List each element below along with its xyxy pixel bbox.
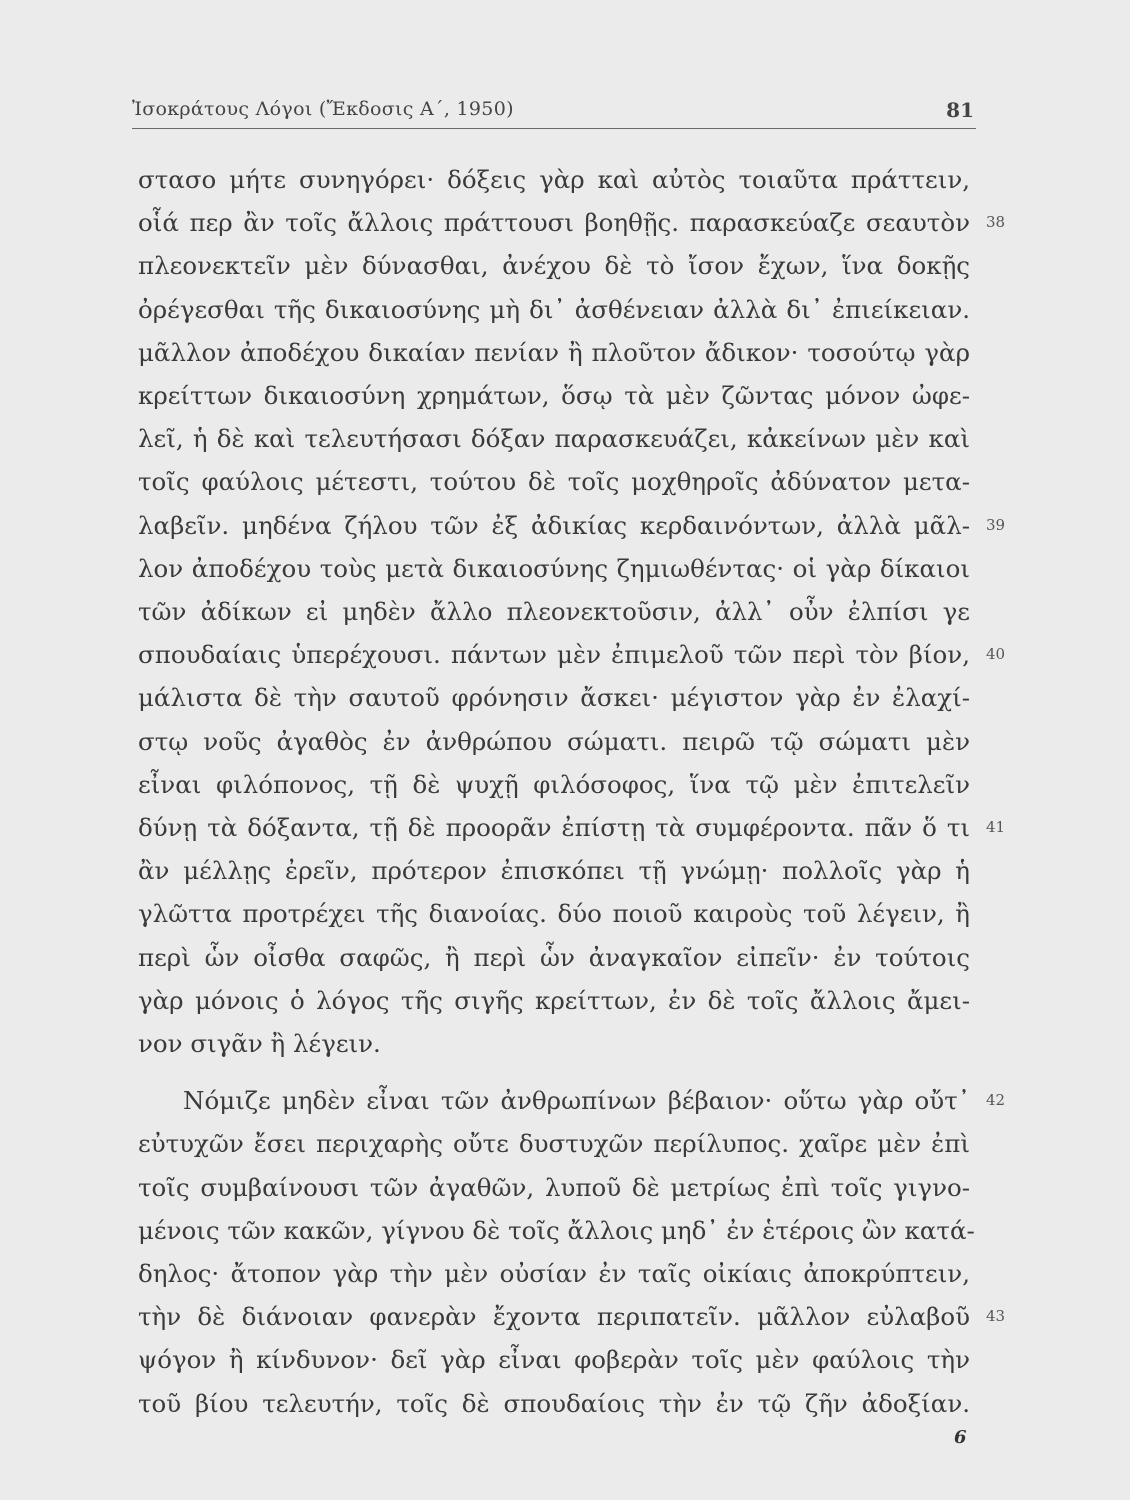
margin-section-number: 41 [986, 818, 1006, 836]
text-line: περὶ ὧν οἶσθα σαφῶς, ἢ περὶ ὧν ἀναγκαῖον εἰπεῖν· ἐν τούτοις [138, 942, 970, 972]
text-line: γὰρ μόνοις ὁ λόγος τῆς σιγῆς κρείττων, ἐν δὲ τοῖς ἄλλοις ἄμει- [138, 985, 970, 1015]
text-line: γλῶττα προτρέχει τῆς διανοίας. δύο ποιοῦ καιροὺς τοῦ λέγειν, ἢ [138, 899, 970, 929]
margin-section-number: 40 [986, 645, 1006, 664]
margin-section-number: 39 [986, 515, 1006, 534]
text-line: τοῦ βίου τελευτήν, τοῖς δὲ σπουδαίοις τὴν ἐν τῷ ζῆν ἀδοξίαν. [138, 1388, 970, 1418]
text-line: σπουδαίαις ὑπερέχουσι. πάντων μὲν ἐπιμελοῦ τῶν περὶ τὸν βίον, [138, 640, 970, 670]
text-line: νον σιγᾶν ἢ λέγειν. [138, 1029, 381, 1058]
text-line: λον ἀποδέχου τοὺς μετὰ δικαιοσύνης ζημιωθέντας· οἱ γὰρ δίκαιοι [138, 553, 970, 583]
header-title: Ἰσοκράτους Λόγοι (Ἔκδοσις Α΄, 1950) [132, 98, 514, 120]
text-line: δηλος· ἄτοπον γὰρ τὴν μὲν οὐσίαν ἐν ταῖς οἰκίαις ἀποκρύπτειν, [138, 1259, 970, 1288]
page-number: 81 [946, 98, 974, 122]
text-line: μᾶλλον ἀποδέχου δικαίαν πενίαν ἢ πλοῦτον ἄδικον· τοσούτῳ γὰρ [138, 337, 970, 367]
text-line: εὐτυχῶν ἔσει περιχαρὴς οὔτε δυστυχῶν περίλυπος. χαῖρε μὲν ἐπὶ [138, 1129, 970, 1159]
text-line: στῳ νοῦς ἀγαθὸς ἐν ἀνθρώπου σώματι. πειρῶ τῷ σώματι μὲν [138, 726, 970, 756]
margin-section-number: 42 [986, 1091, 1006, 1110]
text-line: ἂν μέλλῃς ἐρεῖν, πρότερον ἐπισκόπει τῇ γνώμῃ· πολλοῖς γὰρ ἡ [138, 856, 970, 886]
text-line: στασο μήτε συνηγόρει· δόξεις γὰρ καὶ αὐτὸς τοιαῦτα πράττειν, [138, 165, 970, 194]
text-line: τῶν ἀδίκων εἰ μηδὲν ἄλλο πλεονεκτοῦσιν, ἀλλ᾿ οὖν ἐλπίσι γε [138, 597, 970, 626]
text-line: ψόγον ἢ κίνδυνον· δεῖ γὰρ εἶναι φοβερὰν τοῖς μὲν φαύλοις τὴν [138, 1345, 970, 1375]
text-line: οἷά περ ἂν τοῖς ἄλλοις πράττουσι βοηθῇς. παρασκεύαζε σεαυτὸν [138, 208, 970, 238]
text-line: ὀρέγεσθαι τῆς δικαιοσύνης μὴ δι᾿ ἀσθένειαν ἀλλὰ δι᾿ ἐπιείκειαν. [138, 294, 970, 324]
text-line: τὴν δὲ διάνοιαν φανερὰν ἔχοντα περιπατεῖν. μᾶλλον εὐλαβοῦ [138, 1302, 970, 1332]
text-line: Νόμιζε μηδὲν εἶναι τῶν ἀνθρωπίνων βέβαιον· οὕτω γὰρ οὔτ᾿ [183, 1086, 970, 1116]
text-line: κρείττων δικαιοσύνη χρημάτων, ὅσῳ τὰ μὲν ζῶντας μόνον ὠφε- [138, 381, 970, 410]
text-line: τοῖς φαύλοις μέτεστι, τούτου δὲ τοῖς μοχθηροῖς ἀδύνατον μετα- [138, 467, 970, 497]
text-line: μένοις τῶν κακῶν, γίγνου δὲ τοῖς ἄλλοις μηδ᾿ ἐν ἑτέροις ὢν κατά- [138, 1215, 975, 1245]
signature-mark: 6 [954, 1426, 967, 1448]
margin-section-number: 43 [986, 1307, 1006, 1326]
text-line: λαβεῖν. μηδένα ζήλου τῶν ἐξ ἀδικίας κερδαινόντων, ἀλλὰ μᾶλ- [138, 510, 970, 540]
text-line: δύνῃ τὰ δόξαντα, τῇ δὲ προορᾶν ἐπίστῃ τὰ συμφέροντα. πᾶν ὅ τι [138, 813, 970, 842]
text-line: λεῖ, ἡ δὲ καὶ τελευτήσασι δόξαν παρασκευάζει, κἀκείνων μὲν καὶ [138, 424, 970, 454]
margin-section-number: 38 [986, 213, 1006, 232]
text-line: εἶναι φιλόπονος, τῇ δὲ ψυχῇ φιλόσοφος, ἵνα τῷ μὲν ἐπιτελεῖν [138, 769, 970, 799]
text-line: μάλιστα δὲ τὴν σαυτοῦ φρόνησιν ἄσκει· μέγιστον γὰρ ἐν ἐλαχί- [138, 683, 970, 713]
text-line: τοῖς συμβαίνουσι τῶν ἀγαθῶν, λυποῦ δὲ μετρίως ἐπὶ τοῖς γιγνο- [138, 1172, 970, 1202]
text-line: πλεονεκτεῖν μὲν δύνασθαι, ἀνέχου δὲ τὸ ἴσον ἔχων, ἵνα δοκῇς [138, 251, 970, 281]
